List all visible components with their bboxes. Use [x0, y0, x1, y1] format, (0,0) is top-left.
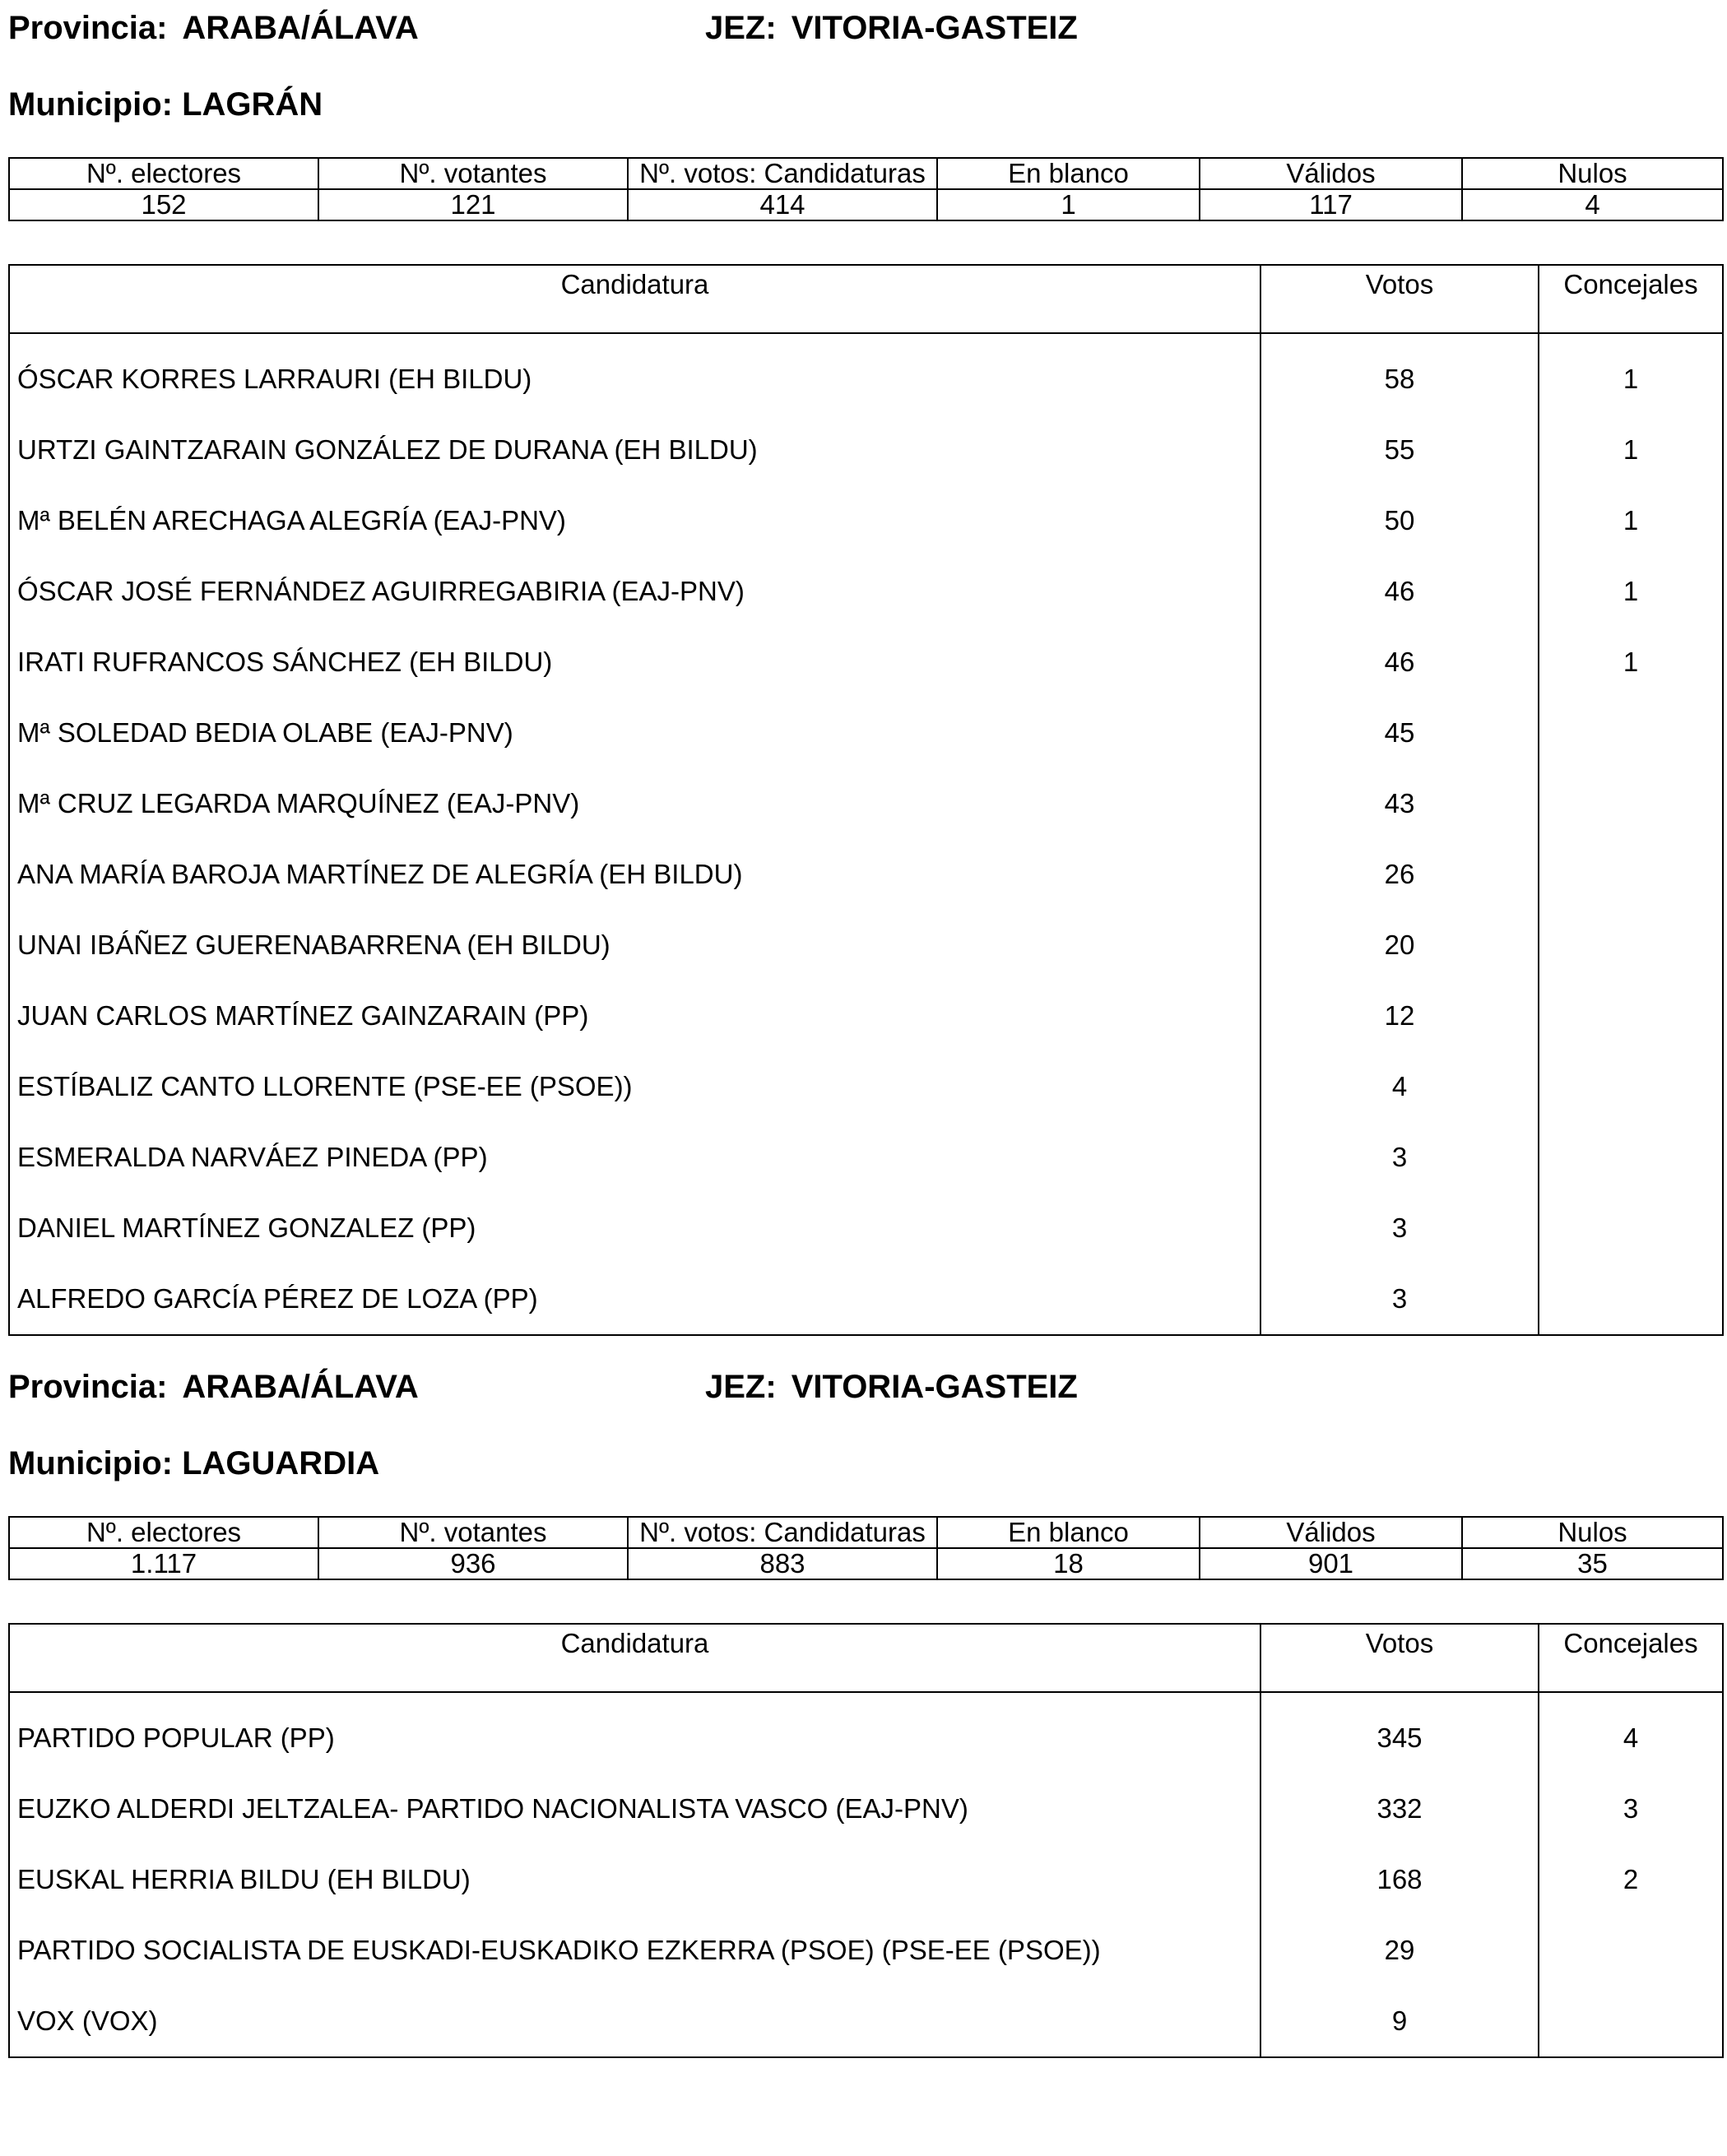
candidate-votes: 332 — [1260, 1773, 1539, 1844]
table-row — [9, 981, 1723, 1051]
summary-value: 4 — [1462, 189, 1723, 220]
candidate-seats — [1539, 1051, 1723, 1122]
candidate-seats — [1539, 839, 1723, 910]
summary-value: 152 — [9, 189, 318, 220]
candidate-votes: 45 — [1260, 698, 1539, 768]
table-row — [9, 344, 1723, 415]
candidate-seats — [1539, 698, 1723, 768]
summary-header: Válidos — [1200, 1517, 1462, 1548]
candidate-seats — [1539, 1986, 1723, 2057]
candidate-votes: 3 — [1260, 1122, 1539, 1193]
summary-value: 18 — [937, 1548, 1200, 1579]
summary-value: 901 — [1200, 1548, 1462, 1579]
summary-header-row — [9, 158, 1723, 189]
provincia-label: Provincia: — [8, 1369, 168, 1405]
summary-header: Nº. votos: Candidaturas — [628, 1517, 937, 1548]
provincia-heading — [8, 1370, 419, 1403]
candidate-name: EUSKAL HERRIA BILDU (EH BILDU) — [9, 1844, 1260, 1915]
candidate-votes: 58 — [1260, 344, 1539, 415]
candidate-name: EUZKO ALDERDI JELTZALEA- PARTIDO NACIONALISTA VASCO (EAJ-PNV) — [9, 1773, 1260, 1844]
candidaturas-table — [8, 1623, 1724, 2058]
table-row — [9, 485, 1723, 556]
table-row — [9, 1844, 1723, 1915]
votos-column-header: Votos — [1260, 265, 1539, 333]
summary-value: 936 — [318, 1548, 628, 1579]
concejales-column-header: Concejales — [1539, 1624, 1723, 1692]
table-row — [9, 556, 1723, 627]
candidate-seats: 2 — [1539, 1844, 1723, 1915]
candidate-name: ESMERALDA NARVÁEZ PINEDA (PP) — [9, 1122, 1260, 1193]
summary-header: Nº. votos: Candidaturas — [628, 158, 937, 189]
candidate-name: VOX (VOX) — [9, 1986, 1260, 2057]
candidate-name: DANIEL MARTÍNEZ GONZALEZ (PP) — [9, 1193, 1260, 1263]
candidate-seats: 1 — [1539, 556, 1723, 627]
candidate-votes: 9 — [1260, 1986, 1539, 2057]
candidate-votes: 29 — [1260, 1915, 1539, 1986]
table-row — [9, 1122, 1723, 1193]
candidate-name: ANA MARÍA BAROJA MARTÍNEZ DE ALEGRÍA (EH BILDU) — [9, 839, 1260, 910]
summary-header: Nulos — [1462, 158, 1723, 189]
candidate-name: Mª SOLEDAD BEDIA OLABE (EAJ-PNV) — [9, 698, 1260, 768]
provincia-value: ARABA/ÁLAVA — [182, 10, 419, 46]
municipio-value: LAGUARDIA — [182, 1445, 380, 1481]
table-row — [9, 1986, 1723, 2057]
candidate-votes: 55 — [1260, 415, 1539, 485]
table-row — [9, 1703, 1723, 1773]
table-row — [9, 768, 1723, 839]
municipio-label: Municipio: — [8, 86, 173, 123]
summary-value-row — [9, 189, 1723, 220]
provincia-label: Provincia: — [8, 10, 168, 46]
candidate-name: Mª BELÉN ARECHAGA ALEGRÍA (EAJ-PNV) — [9, 485, 1260, 556]
candidate-votes: 168 — [1260, 1844, 1539, 1915]
table-row — [9, 1193, 1723, 1263]
jez-label: JEZ: — [705, 1369, 777, 1405]
jez-heading — [705, 1370, 1078, 1403]
summary-header: En blanco — [937, 1517, 1200, 1548]
municipio-label: Municipio: — [8, 1445, 173, 1481]
summary-header: Válidos — [1200, 158, 1462, 189]
candidate-seats — [1539, 1122, 1723, 1193]
candidatura-column-header: Candidatura — [9, 265, 1260, 333]
jez-value: VITORIA-GASTEIZ — [791, 1369, 1078, 1405]
summary-value: 1 — [937, 189, 1200, 220]
summary-header: Nulos — [1462, 1517, 1723, 1548]
candidate-seats: 1 — [1539, 415, 1723, 485]
candidatura-column-header: Candidatura — [9, 1624, 1260, 1692]
table-row — [9, 1915, 1723, 1986]
table-row — [9, 910, 1723, 981]
summary-value: 121 — [318, 189, 628, 220]
candidate-seats — [1539, 1915, 1723, 1986]
candidate-seats — [1539, 768, 1723, 839]
candidate-votes: 50 — [1260, 485, 1539, 556]
candidate-seats: 4 — [1539, 1703, 1723, 1773]
candidate-seats — [1539, 1193, 1723, 1263]
provincia-value: ARABA/ÁLAVA — [182, 1369, 419, 1405]
summary-header: Nº. electores — [9, 1517, 318, 1548]
candidate-seats — [1539, 981, 1723, 1051]
summary-table — [8, 157, 1724, 221]
candidate-name: IRATI RUFRANCOS SÁNCHEZ (EH BILDU) — [9, 627, 1260, 698]
jez-heading — [705, 12, 1078, 44]
candidate-name: JUAN CARLOS MARTÍNEZ GAINZARAIN (PP) — [9, 981, 1260, 1051]
summary-value: 117 — [1200, 189, 1462, 220]
candidate-name: ESTÍBALIZ CANTO LLORENTE (PSE-EE (PSOE)) — [9, 1051, 1260, 1122]
candidate-name: Mª CRUZ LEGARDA MARQUÍNEZ (EAJ-PNV) — [9, 768, 1260, 839]
candidate-name: ÓSCAR JOSÉ FERNÁNDEZ AGUIRREGABIRIA (EAJ-PNV) — [9, 556, 1260, 627]
table-row — [9, 698, 1723, 768]
candidate-seats: 1 — [1539, 344, 1723, 415]
summary-header: Nº. votantes — [318, 158, 628, 189]
candidate-votes: 46 — [1260, 627, 1539, 698]
candidate-seats — [1539, 910, 1723, 981]
table-row — [9, 627, 1723, 698]
provincia-heading — [8, 12, 419, 44]
candidate-name: PARTIDO POPULAR (PP) — [9, 1703, 1260, 1773]
concejales-column-header: Concejales — [1539, 265, 1723, 333]
candidate-name: PARTIDO SOCIALISTA DE EUSKADI-EUSKADIKO EZKERRA (PSOE) (PSE-EE (PSOE)) — [9, 1915, 1260, 1986]
table-row — [9, 1051, 1723, 1122]
candidate-votes: 4 — [1260, 1051, 1539, 1122]
table-row — [9, 1773, 1723, 1844]
candidaturas-header-row — [9, 1624, 1723, 1692]
summary-header: Nº. electores — [9, 158, 318, 189]
summary-value: 883 — [628, 1548, 937, 1579]
summary-table — [8, 1516, 1724, 1580]
candidaturas-table — [8, 264, 1724, 1336]
municipio-heading — [8, 1447, 379, 1480]
candidate-votes: 345 — [1260, 1703, 1539, 1773]
summary-value-row — [9, 1548, 1723, 1579]
summary-header-row — [9, 1517, 1723, 1548]
summary-value: 35 — [1462, 1548, 1723, 1579]
candidate-votes: 46 — [1260, 556, 1539, 627]
candidate-name: ÓSCAR KORRES LARRAURI (EH BILDU) — [9, 344, 1260, 415]
jez-value: VITORIA-GASTEIZ — [791, 10, 1078, 46]
summary-header: En blanco — [937, 158, 1200, 189]
candidate-votes: 12 — [1260, 981, 1539, 1051]
candidate-votes: 20 — [1260, 910, 1539, 981]
municipio-heading — [8, 88, 323, 121]
candidate-votes: 26 — [1260, 839, 1539, 910]
candidate-votes: 43 — [1260, 768, 1539, 839]
candidate-votes: 3 — [1260, 1193, 1539, 1263]
candidaturas-header-row — [9, 265, 1723, 333]
table-row — [9, 839, 1723, 910]
table-row — [9, 415, 1723, 485]
candidate-seats: 3 — [1539, 1773, 1723, 1844]
candidate-name: UNAI IBÁÑEZ GUERENABARRENA (EH BILDU) — [9, 910, 1260, 981]
table-row — [9, 1263, 1723, 1335]
summary-header: Nº. votantes — [318, 1517, 628, 1548]
candidate-seats: 1 — [1539, 485, 1723, 556]
candidate-votes: 3 — [1260, 1263, 1539, 1335]
candidate-seats: 1 — [1539, 627, 1723, 698]
jez-label: JEZ: — [705, 10, 777, 46]
candidate-name: URTZI GAINTZARAIN GONZÁLEZ DE DURANA (EH BILDU) — [9, 415, 1260, 485]
summary-value: 1.117 — [9, 1548, 318, 1579]
municipio-value: LAGRÁN — [182, 86, 323, 123]
votos-column-header: Votos — [1260, 1624, 1539, 1692]
summary-value: 414 — [628, 189, 937, 220]
candidate-name: ALFREDO GARCÍA PÉREZ DE LOZA (PP) — [9, 1263, 1260, 1335]
candidate-seats — [1539, 1263, 1723, 1335]
